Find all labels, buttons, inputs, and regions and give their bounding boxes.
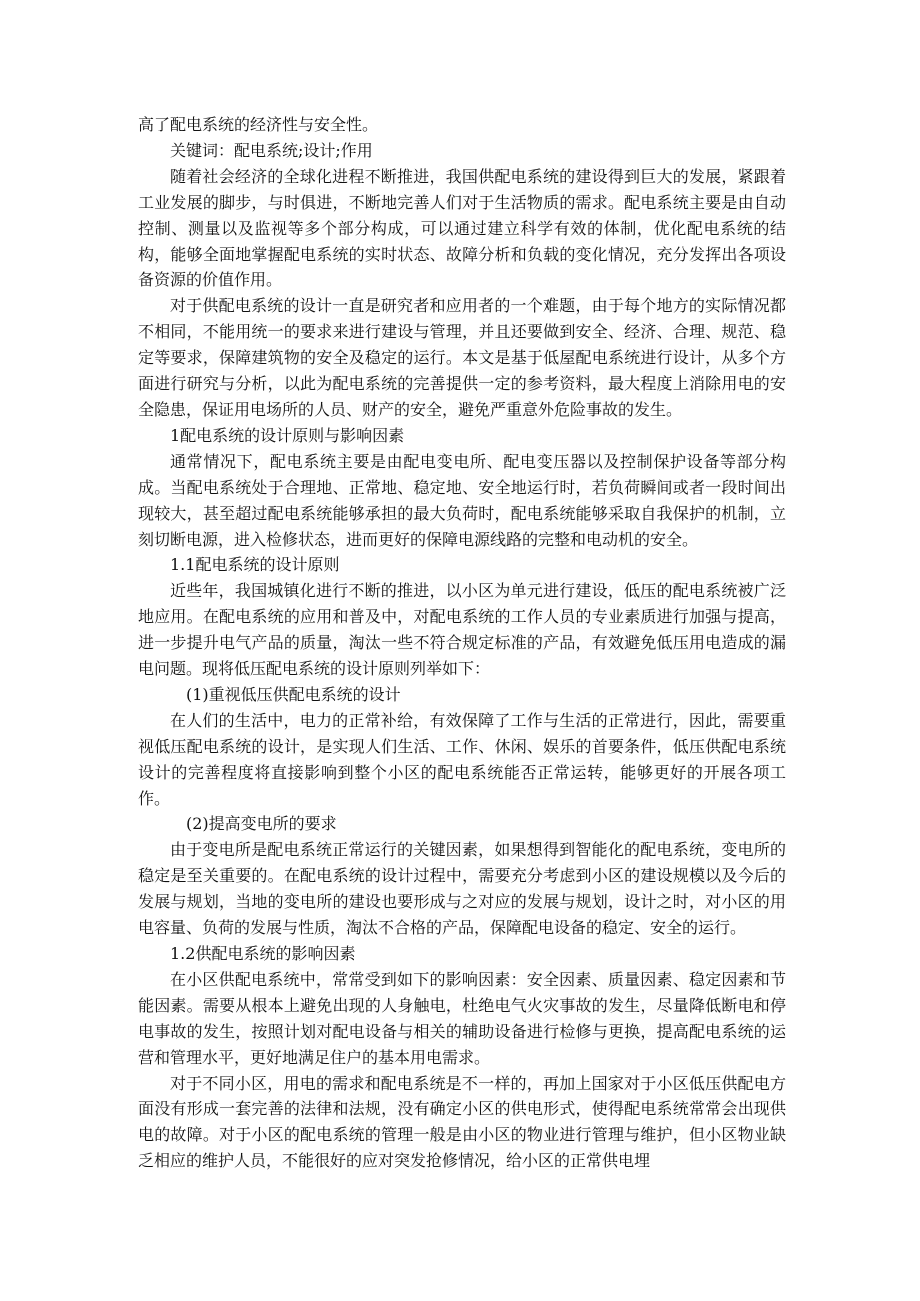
paragraph-design-difficulty: 对于供配电系统的设计一直是研究者和应用者的一个难题，由于每个地方的实际情况都不相同，不能用统一的要求来进行建设与管理，并且还要做到安全、经济、合理、规范、稳定等要求，保障建筑物的安全及稳定的运行。本文是基于低屋配电系统进行设计，从多个方面进行研究与分析，以此为配电系统的完善提供一定的参考资料，最大程度上消除用电的安全隐患，保证用电场所的人员、财产的安全，避免严重意外危险事故的发生。 — [138, 296, 786, 419]
paragraph-continuation: 高了配电系统的经济性与安全性。 — [138, 115, 379, 134]
list-heading-1: (1)重视低压供配电系统的设计 — [186, 684, 401, 704]
list-heading-2: (2)提高变电所的要求 — [186, 814, 337, 834]
section-heading-1: 1配电系统的设计原则与影响因素 — [170, 425, 405, 445]
paragraph-intro: 随着社会经济的全球化进程不断推进，我国供配电系统的建设得到巨大的发展，紧跟着工业发展的脚步，与时俱进，不断地完善人们对于生活物质的需求。配电系统主要是由自动控制、测量以及监视等多个部分构成，可以通过建立科学有效的体制，优化配电系统的结构，能够全面地掌握配电系统的实时状态、故障分析和负载的变化情况，充分发挥出各项设备资源的价值作用。 — [138, 166, 786, 290]
paragraph-substation: 由于变电所是配电系统正常运行的关键因素，如果想得到智能化的配电系统，变电所的稳定是至关重要的。在配电系统的设计过程中，需要充分考虑到小区的建设规模以及今后的发展与规划，当地的变电所的建设也要形成与之对应的发展与规划，设计之时，对小区的用电容量、负荷的发展与性质，淘汰不合格的产品，保障配电设备的稳定、安全的运行。 — [138, 840, 786, 938]
paragraph-urbanization: 近些年，我国城镇化进行不断的推进，以小区为单元进行建设，低压的配电系统被广泛地应用。在配电系统的应用和普及中，对配电系统的工作人员的专业素质进行加强与提高，进一步提升电气产品的质量，淘汰一些不符合规定标准的产品，有效避免低压用电造成的漏电问题。现将低压配电系统的设计原则列举如下： — [138, 581, 786, 679]
paragraph-community-differences: 对于不同小区，用电的需求和配电系统是不一样的，再加上国家对于小区低压供配电方面没有形成一套完善的法律和法规，没有确定小区的供电形式，使得配电系统常常会出现供电的故障。对于小区的配电系统的管理一般是由小区的物业进行管理与维护，但小区物业缺乏相应的维护人员，不能很好的应对突发抢修情况，给小区的正常供电埋 — [138, 1073, 786, 1171]
paragraph-system-composition: 通常情况下，配电系统主要是由配电变电所、配电变压器以及控制保护设备等部分构成。当配电系统处于合理地、正常地、稳定地、安全地运行时，若负荷瞬间或者一段时间出现较大，甚至超过配电系统能够承担的最大负荷时，配电系统能够采取自我保护的机制，立刻切断电源，进入检修状态，进而更好的保障电源线路的完整和电动机的安全。 — [138, 451, 786, 549]
document-page — [138, 112, 786, 1174]
paragraph-low-voltage: 在人们的生活中，电力的正常补给，有效保障了工作与生活的正常进行，因此，需要重视低压配电系统的设计，是实现人们生活、工作、休闲、娱乐的首要条件，低压供配电系统设计的完善程度将直接影响到整个小区的配电系统能否正常运转，能够更好的开展各项工作。 — [138, 710, 786, 808]
keywords-line: 关键词：配电系统;设计;作用 — [170, 140, 373, 160]
paragraph-influence-factors: 在小区供配电系统中，常常受到如下的影响因素：安全因素、质量因素、稳定因素和节能因素。需要从根本上避免出现的人身触电，杜绝电气火灾事故的发生，尽量降低断电和停电事故的发生，按照计划对配电设备与相关的辅助设备进行检修与更换，提高配电系统的运营和管理水平，更好地满足住户的基本用电需求。 — [138, 969, 786, 1067]
section-heading-1-2: 1.2供配电系统的影响因素 — [170, 944, 356, 963]
section-heading-1-1: 1.1配电系统的设计原则 — [170, 555, 340, 575]
